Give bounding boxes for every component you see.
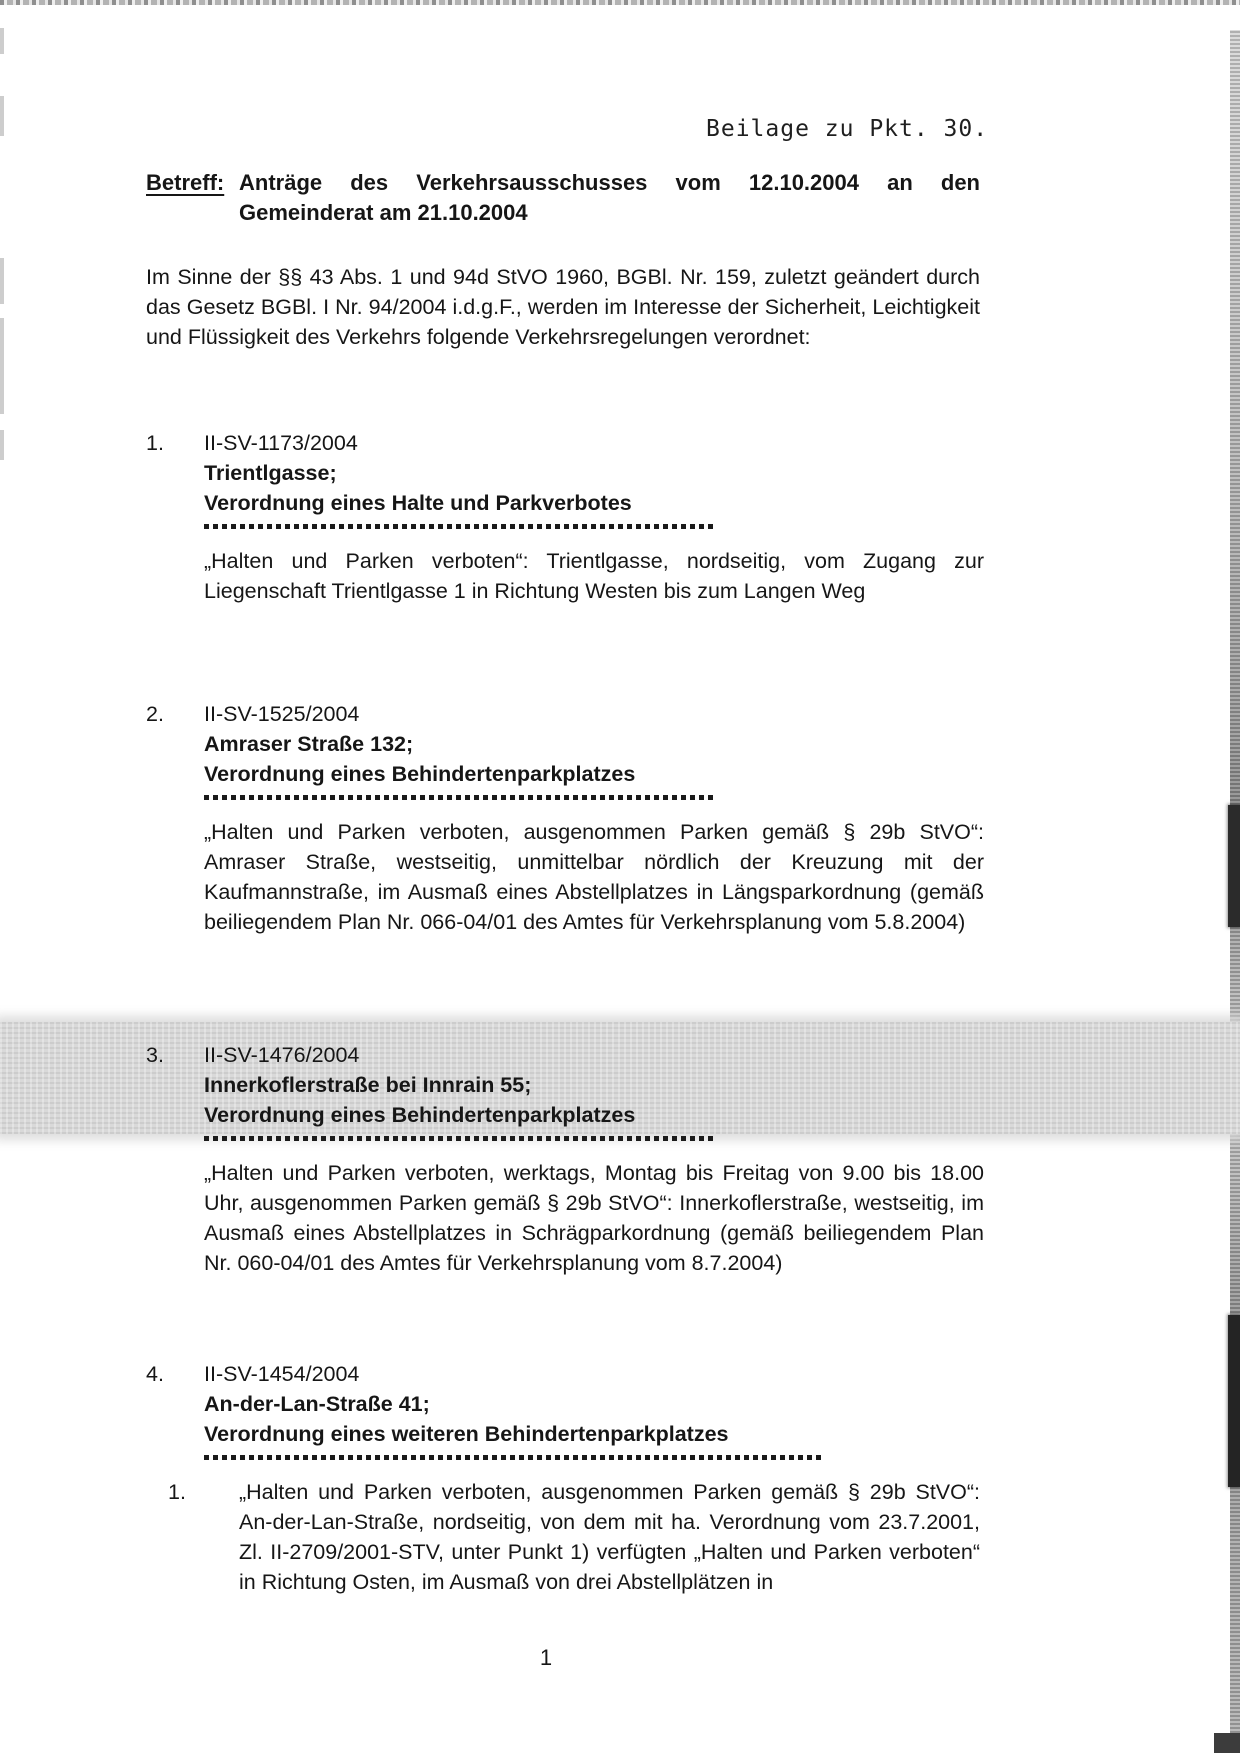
item-number: 3. — [146, 1043, 164, 1067]
item-number: 4. — [146, 1362, 164, 1386]
agenda-item-1 — [146, 428, 984, 606]
agenda-item-4 — [146, 1359, 980, 1597]
sub-item-number: 1. — [168, 1480, 186, 1504]
dashed-separator — [204, 524, 716, 529]
subject-block — [146, 168, 980, 228]
item-number: 1. — [146, 431, 164, 455]
item-subtitle: Verordnung eines Halte und Parkverbotes — [204, 491, 632, 515]
item-subtitle: Verordnung eines Behindertenparkplatzes — [204, 762, 636, 786]
sub-item-text: „Halten und Parken verboten, ausgenommen Parken gemäß § 29b StVO“: An-der-Lan-Straße, nordseitig, von dem mit ha. Verordnung vom 23.7.2001, Zl. II-2709/2001-STV, unter Punkt 1) verfügten „Halten und Parken verboten“ in Richtung Osten, im Ausmaß von drei Abstellplätzen in — [239, 1480, 980, 1594]
item-body: „Halten und Parken verboten, ausgenommen Parken gemäß § 29b StVO“: Amraser Straße, westseitig, unmittelbar nördlich der Kreuzung mit der Kaufmannstraße, im Ausmaß eines Abstellplatzes in Längsparkordnung (gemäß beiliegendem Plan Nr. 066-04/01 des Amtes für Verkehrsplanung vom 5.8.2004) — [204, 820, 984, 934]
subject-text — [239, 168, 980, 228]
item-title: An-der-Lan-Straße 41; — [204, 1392, 430, 1416]
dashed-separator — [204, 1455, 824, 1460]
scan-corner-blob — [1214, 1733, 1240, 1753]
scan-left-edge-mark — [0, 258, 4, 304]
item-subtitle: Verordnung eines weiteren Behindertenparkplatzes — [204, 1422, 729, 1446]
subject-line-1: Anträge des Verkehrsausschusses vom 12.10.2004 an den — [239, 170, 980, 195]
item-title: Innerkoflerstraße bei Innrain 55; — [204, 1073, 532, 1097]
intro-paragraph: Im Sinne der §§ 43 Abs. 1 und 94d StVO 1960, BGBl. Nr. 159, zuletzt geändert durch das Gesetz BGBl. I Nr. 94/2004 i.d.g.F., werden im Interesse der Sicherheit, Leichtigkeit und Flüssigkeit des Verkehrs folgende Verkehrsregelungen verordnet: — [146, 265, 980, 349]
item-code: II-SV-1525/2004 — [204, 702, 360, 726]
agenda-item-2 — [146, 699, 984, 937]
item-body: „Halten und Parken verboten, werktags, Montag bis Freitag von 9.00 bis 18.00 Uhr, ausgenommen Parken gemäß § 29b StVO“: Innerkoflerstraße, westseitig, im Ausmaß eines Abstellplatzes in Schrägparkordnung (gemäß beiliegendem Plan Nr. 060-04/01 des Amtes für Verkehrsplanung vom 8.7.2004) — [204, 1161, 984, 1275]
item-title: Amraser Straße 132; — [204, 732, 414, 756]
scan-left-edge-mark — [0, 318, 4, 414]
agenda-item-3 — [146, 1040, 984, 1278]
dashed-separator — [204, 795, 716, 800]
sub-item-body — [168, 1477, 980, 1597]
scan-top-edge-noise — [0, 0, 1240, 5]
item-code: II-SV-1173/2004 — [204, 431, 358, 455]
item-body: „Halten und Parken verboten“: Trientlgasse, nordseitig, vom Zugang zur Liegenschaft Trientlgasse 1 in Richtung Westen bis zum Langen Weg — [204, 549, 984, 603]
item-code: II-SV-1454/2004 — [204, 1362, 360, 1386]
page-number: 1 — [539, 1645, 553, 1670]
item-subtitle: Verordnung eines Behindertenparkplatzes — [204, 1103, 636, 1127]
item-code: II-SV-1476/2004 — [204, 1043, 360, 1067]
corner-note: Beilage zu Pkt. 30. — [706, 116, 989, 142]
scan-right-dark-blob — [1228, 805, 1240, 927]
scan-left-edge-mark — [0, 28, 4, 54]
scan-right-dark-blob — [1228, 1315, 1240, 1487]
subject-label: Betreff: — [146, 170, 225, 195]
scan-left-edge-mark — [0, 430, 4, 460]
scan-left-edge-mark — [0, 96, 4, 136]
dashed-separator — [204, 1136, 716, 1141]
item-title: Trientlgasse; — [204, 461, 337, 485]
subject-line-2: Gemeinderat am 21.10.2004 — [239, 200, 528, 225]
item-number: 2. — [146, 702, 164, 726]
